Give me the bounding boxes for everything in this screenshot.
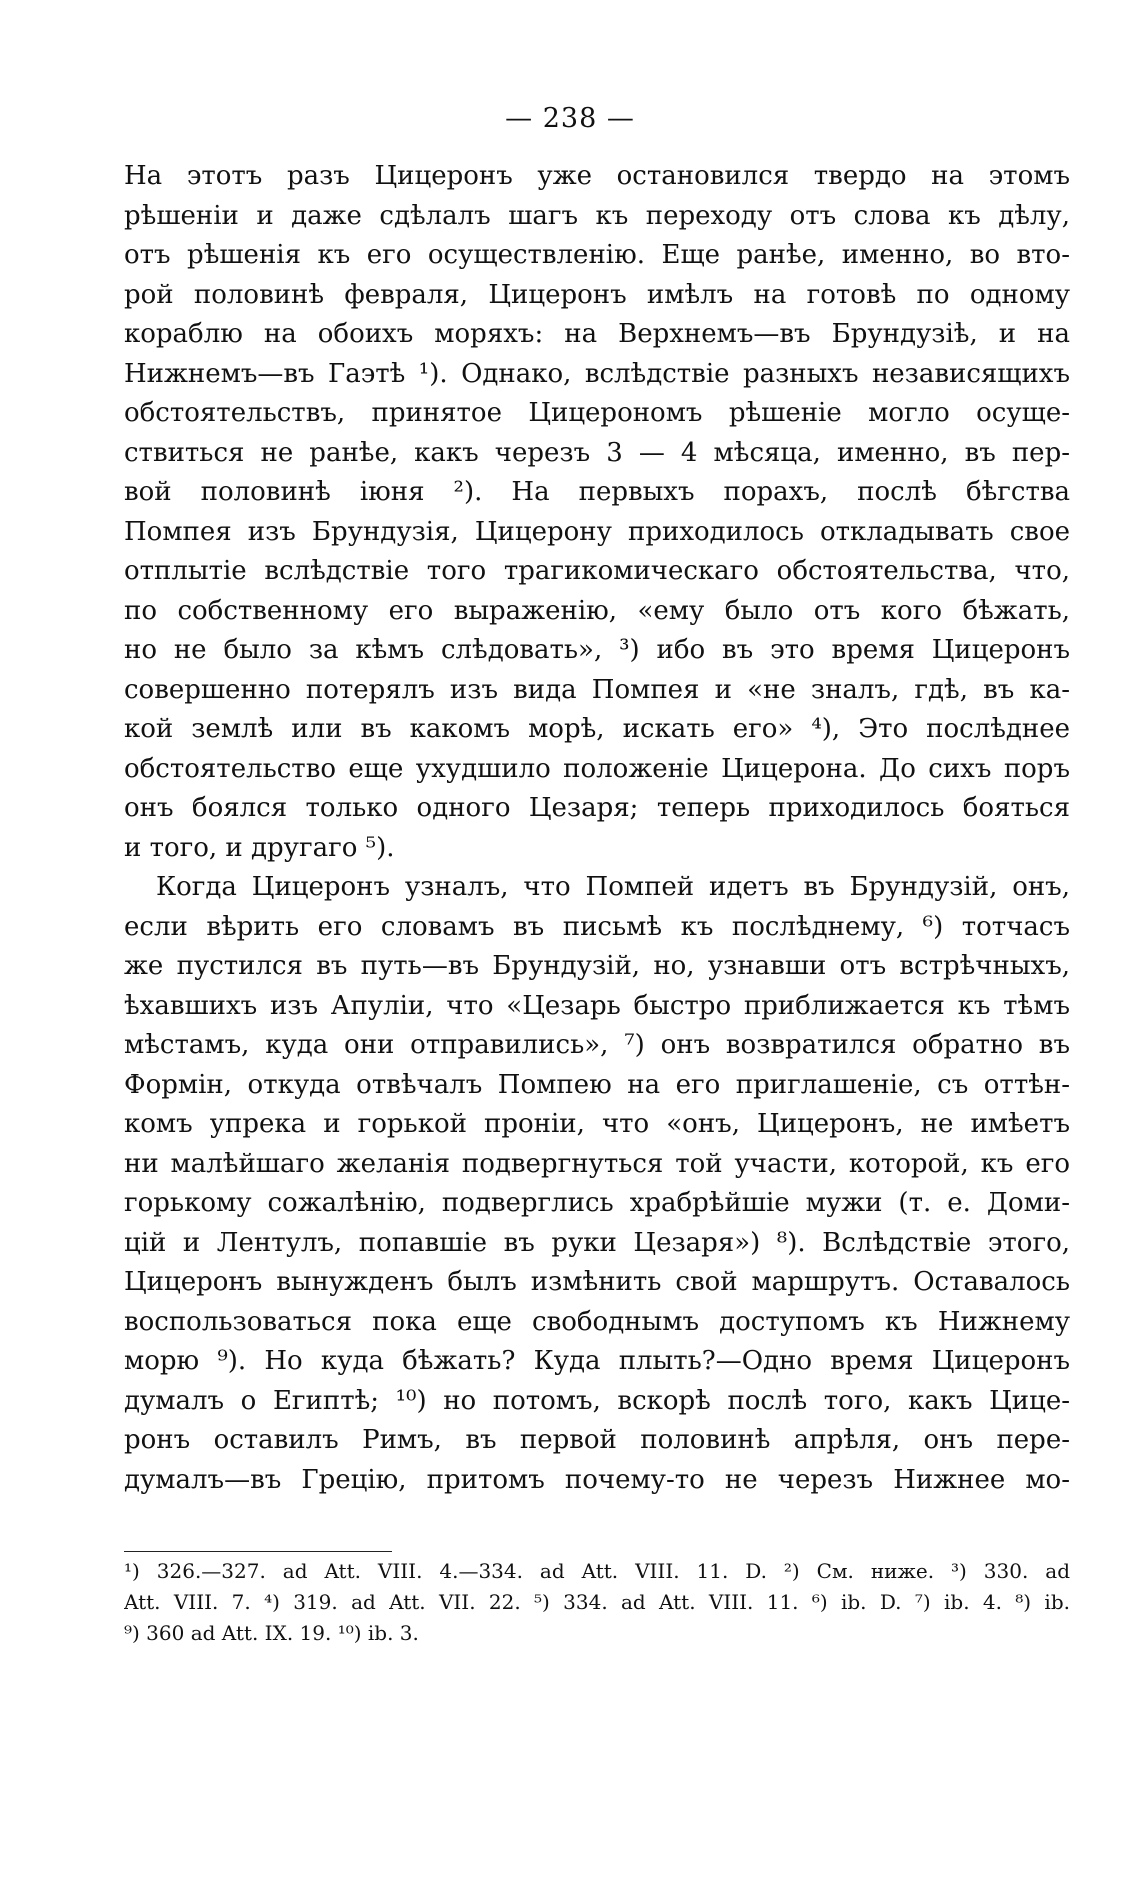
text-line: рѣшеніи и даже сдѣлалъ шагъ къ переходу отъ слова къ дѣлу,: [124, 200, 1070, 231]
text-line: кораблю на обоихъ моряхъ: на Верхнемъ—въ Брундузіѣ, и на: [124, 319, 1070, 349]
text-line: Формін, откуда отвѣчалъ Помпею на его приглашеніе, съ оттѣн-: [124, 1069, 1070, 1100]
text-line: морю ⁹). Но куда бѣжать? Куда плыть?—Одно время Цицеронъ: [124, 1346, 1070, 1376]
footnote-divider: [124, 1551, 392, 1552]
text-line: вой половинѣ іюня ²). На первыхъ порахъ, послѣ бѣгства: [124, 477, 1070, 507]
text-line: по собственному его выраженію, «ему было отъ кого бѣжать,: [124, 595, 1070, 626]
text-line: совершенно потерялъ изъ вида Помпея и «не зналъ, гдѣ, въ ка-: [124, 674, 1070, 705]
text-line: воспользоваться пока еще свободнымъ доступомъ къ Нижнему: [124, 1306, 1070, 1337]
text-line: ронъ оставилъ Римъ, въ первой половинѣ апрѣля, онъ пере-: [124, 1425, 1070, 1455]
text-line: но не было за кѣмъ слѣдовать», ³) ибо въ это время Цицеронъ: [124, 635, 1070, 665]
text-line: думалъ о Египтѣ; ¹⁰) но потомъ, вскорѣ послѣ того, какъ Цице-: [124, 1385, 1070, 1416]
text-line: онъ боялся только одного Цезаря; теперь приходилось бояться: [124, 793, 1070, 823]
text-line: цій и Лентулъ, попавшіе въ руки Цезаря») ⁸). Вслѣдствіе этого,: [124, 1227, 1070, 1258]
text-line: если вѣрить его словамъ въ письмѣ къ послѣднему, ⁶) тотчасъ: [124, 911, 1070, 942]
text-line: На этотъ разъ Цицеронъ уже остановился твердо на этомъ: [124, 161, 1070, 191]
text-line: ѣхавшихъ изъ Апуліи, что «Цезарь быстро приближается къ тѣмъ: [124, 990, 1070, 1021]
page-number: — 238 —: [505, 103, 635, 134]
text-line: Цицеронъ вынужденъ былъ измѣнить свой маршрутъ. Оставалось: [124, 1267, 1070, 1297]
text-line: ни малѣйшаго желанія подвергнуться той участи, которой, къ его: [124, 1148, 1070, 1179]
text-line: Помпея изъ Брундузія, Цицерону приходилось откладывать свое: [124, 516, 1070, 547]
text-line: рой половинѣ февраля, Цицеронъ имѣлъ на готовѣ по одному: [124, 279, 1070, 310]
text-line: Нижнемъ—въ Гаэтѣ ¹). Однако, вслѣдствіе разныхъ независящихъ: [124, 358, 1070, 389]
text-line: же пустился въ путь—въ Брундузій, но, узнавши отъ встрѣчныхъ,: [124, 951, 1070, 981]
text-line: ствиться не ранѣе, какъ черезъ 3 — 4 мѣсяца, именно, въ пер-: [124, 437, 1070, 468]
text-line: кой землѣ или въ какомъ морѣ, искать его» ⁴), Это послѣднее: [124, 714, 1070, 744]
text-line: и того, и другаго ⁵).: [124, 832, 395, 863]
text-line: мѣстамъ, куда они отправились», ⁷) онъ возвратился обратно въ: [124, 1030, 1070, 1060]
text-line: горькому сожалѣнію, подверглись храбрѣйшіе мужи (т. е. Доми-: [124, 1188, 1070, 1218]
text-line: комъ упрека и горькой проніи, что «онъ, Цицеронъ, не имѣетъ: [124, 1109, 1070, 1139]
text-line: Когда Цицеронъ узналъ, что Помпей идетъ въ Брундузій, онъ,: [156, 872, 1070, 902]
footnote-line: ¹) 326.—327. ad Att. VIII. 4.—334. ad Att. VIII. 11. D. ²) См. ниже. ³) 330. ad: [124, 1559, 1070, 1583]
text-line: думалъ—въ Грецію, притомъ почему-то не черезъ Нижнее мо-: [124, 1464, 1070, 1495]
footnotes: [124, 1556, 1070, 1649]
body-text: [124, 157, 1070, 1500]
footnote-line: ⁹) 360 ad Att. IX. 19. ¹⁰) ib. 3.: [124, 1621, 419, 1645]
text-line: отплытіе вслѣдствіе того трагикомическаго обстоятельства, что,: [124, 556, 1070, 586]
footnote-line: Att. VIII. 7. ⁴) 319. ad Att. VII. 22. ⁵) 334. ad Att. VIII. 11. ⁶) ib. D. ⁷) ib. 4. ⁸) ib.: [124, 1590, 1070, 1614]
text-line: обстоятельствъ, принятое Цицерономъ рѣшеніе могло осуще-: [124, 398, 1070, 428]
text-line: обстоятельство еще ухудшило положеніе Цицерона. До сихъ поръ: [124, 753, 1070, 784]
text-line: отъ рѣшенія къ его осуществленію. Еще ранѣе, именно, во вто-: [124, 240, 1070, 270]
